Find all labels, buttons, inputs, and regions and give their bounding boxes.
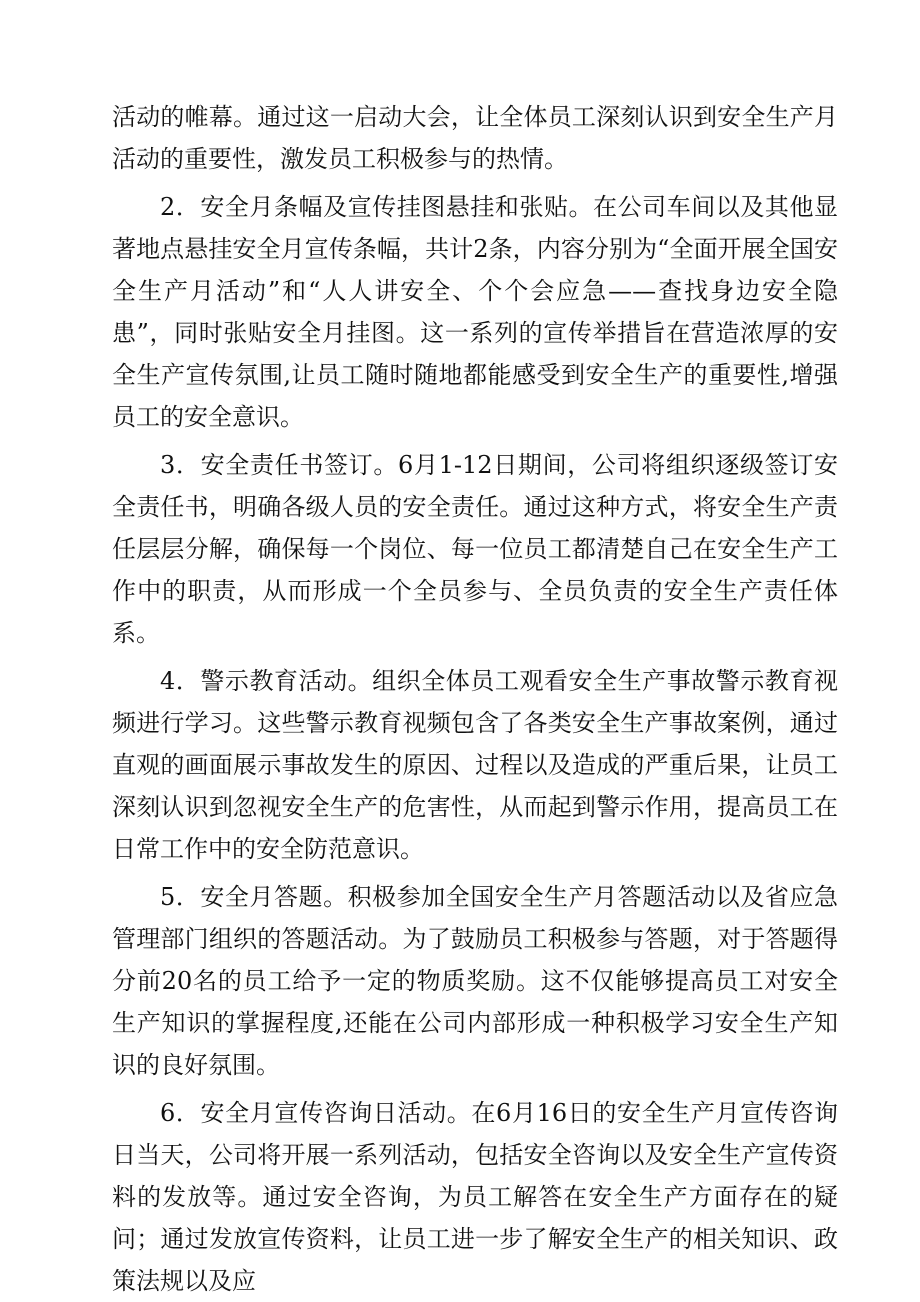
document-body: [112, 96, 838, 1302]
paragraph-item-5-quiz: 5．安全月答题。积极参加全国安全生产月答题活动以及省应急管理部门组织的答题活动。为了鼓励员工积极参与答题，对于答题得分前20名的员工给予一定的物质奖励。这不仅能够提高员工对安全生产知识的掌握程度,还能在公司内部形成一种积极学习安全生产知识的良好氛围。: [112, 883, 838, 1079]
paragraph-item-6-consultation-day: 6．安全月宣传咨询日活动。在6月16日的安全生产月宣传咨询日当天，公司将开展一系列活动，包括安全咨询以及安全生产宣传资料的发放等。通过安全咨询，为员工解答在安全生产方面存在的疑问；通过发放宣传资料，让员工进一步了解安全生产的相关知识、政策法规以及应: [112, 1099, 838, 1295]
paragraph-item-2-banners: 2．安全月条幅及宣传挂图悬挂和张贴。在公司车间以及其他显著地点悬挂安全月宣传条幅，共计2条，内容分别为“全面开展全国安全生产月活动”和“人人讲安全、个个会应急——查找身边安全隐患”，同时张贴安全月挂图。这一系列的宣传举措旨在营造浓厚的安全生产宣传氛围,让员工随时随地都能感受到安全生产的重要性,增强员工的安全意识。: [112, 193, 838, 431]
paragraph-item-3-responsibility: 3．安全责任书签订。6月1-12日期间，公司将组织逐级签订安全责任书，明确各级人员的安全责任。通过这种方式，将安全生产责任层层分解，确保每一个岗位、每一位员工都清楚自己在安全生产工作中的职责，从而形成一个全员参与、全员负责的安全生产责任体系。: [112, 451, 838, 647]
paragraph-continuation: 活动的帷幕。通过这一启动大会，让全体员工深刻认识到安全生产月活动的重要性，激发员工积极参与的热情。: [112, 103, 838, 173]
paragraph-item-4-warning-education: 4．警示教育活动。组织全体员工观看安全生产事故警示教育视频进行学习。这些警示教育视频包含了各类安全生产事故案例，通过直观的画面展示事故发生的原因、过程以及造成的严重后果，让员工深刻认识到忽视安全生产的危害性，从而起到警示作用，提高员工在日常工作中的安全防范意识。: [112, 667, 838, 863]
